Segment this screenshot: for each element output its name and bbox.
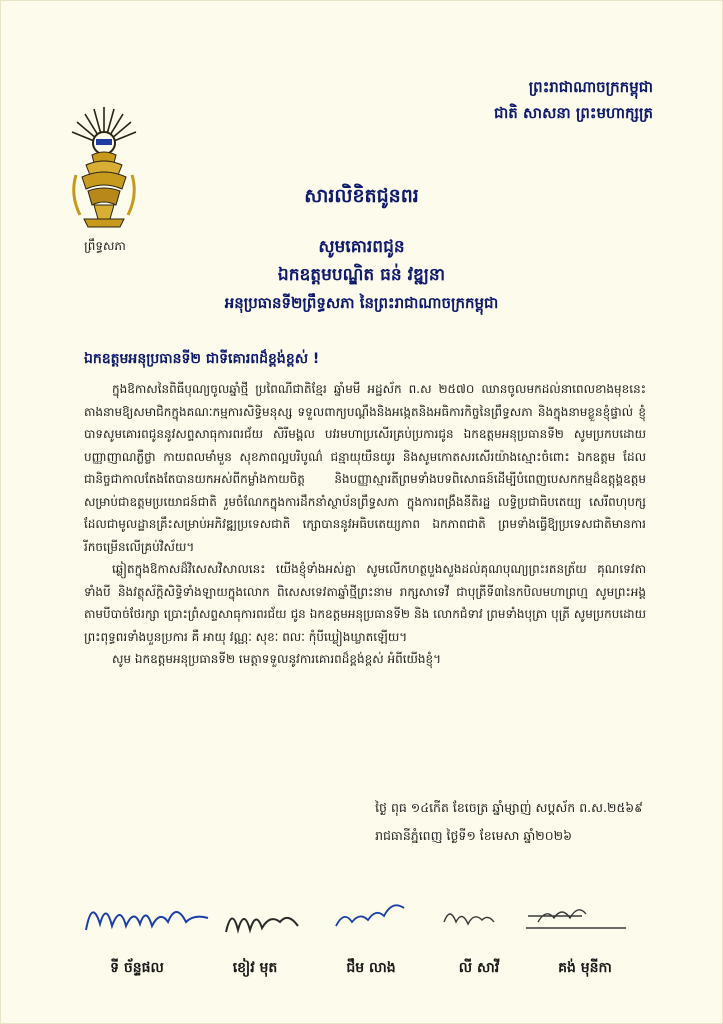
signature-3 — [330, 892, 410, 942]
signatory-name: លី សាវី — [458, 960, 500, 976]
addressee-position: អនុប្រធានទី២ព្រឹទ្ធសភា នៃព្រះរាជាណាចក្រកម្ពុជា — [224, 294, 499, 312]
addressee-name: ឯកឧត្តមបណ្ឌិត ធន់ វឌ្ឍនា — [277, 265, 446, 285]
letter-body — [84, 378, 646, 671]
signatory-name: គង់ មុនីកា — [558, 960, 612, 976]
kingdom-name: ព្រះរាជាណាចក្រកម្ពុជា — [528, 78, 653, 96]
lunar-date: ថ្ងៃ ពុធ ១៤កើត ខែចេត្រ ឆ្នាំម្សាញ់ សប្តស័ក ព.ស.២៥៦៩ — [375, 800, 643, 815]
signature-5 — [522, 892, 632, 942]
signatory-name: ទី ច័ន្ទផល — [110, 960, 164, 976]
body-paragraph: ឆ្លៀតក្នុងឱកាសដ៏វិសេសវិសាលនេះ យើងខ្ញុំទាំងអស់គ្នា សូមលើកហត្ថបួងសួងដល់គុណបុណ្យព្រះរតនត្រ័យ គុណទេវតាទាំងបី និងវត្ថុស័ក្តិសិទ្ធិទាំងឡាយក្នុងលោក ពិសេសទេវតាឆ្នាំថ្មីព្រះនាម រាក្សសាទេវី ជាបុត្រីទី៣នៃកបិលមហាព្រហ្ម សូមព្រះអង្គតាមបីបាច់ថែរក្សា ប្រោះព្រំសព្ទសាធុការពរជ័យ ជូន ឯកឧត្តមអនុប្រធានទី២ និង លោកជំទាវ ព្រមទាំងបុត្រា បុត្រី សូមប្រកបដោយព្រះពុទ្ធពរទាំងបួនប្រការ គឺ អាយុ វណ្ណៈ សុខៈ ពលៈ កុំបីឃ្លៀងឃ្លាតឡើយ។ — [84, 562, 646, 644]
date-block — [375, 794, 643, 850]
body-paragraph: ក្នុងឱកាសនៃពិធីបុណ្យចូលឆ្នាំថ្មី ប្រពៃណីជាតិខ្មែរ ឆ្នាំមមី អដ្ឋស័ក ព.ស ២៥៧០ ឈានចូលមកដល់នាពេលខាងមុខនេះ តាងនាមឱ្យសមាជិកក្នុងគណៈកម្មការសិទ្ធិមនុស្ស ទទួលពាក្យបណ្តឹងនិងអង្កេតនិងអធិការកិច្ចនៃព្រឹទ្ធសភា និងក្នុងនាមខ្លួនខ្ញុំផ្ទាល់ ខ្ញុំបាទសូមគោរពជូននូវសព្ទសាធុការពរជ័យ សិរីមង្គល បវរមហាប្រសើរគ្រប់ប្រការជូន ឯកឧត្តមអនុប្រធានទី២ សូមប្រកបដោយបញ្ញាញាណភ្លឺថ្លា កាយពលមាំមួន សុខភាពល្អបរិបូណ៌ ជន្មាយុយឺនយូរ និងសូមកោតសរសើរយ៉ាងស្មោះចំពោះ ឯកឧត្តម ដែលជានិច្ចជាកាលតែងតែបានយកអស់ពីកម្លាំងកាយចិត្ត និងបញ្ញាស្មារតីព្រមទាំងបទពិសោធន៍ដើម្បីបំពេញបេសកកម្មដ៏ឧត្តុង្គឧត្តមសម្រាប់ជាឧត្តមប្រយោជន៍ជាតិ រួមចំណែកក្នុងការដឹកនាំស្ថាប័នព្រឹទ្ធសភា ក្នុងការពង្រឹងនីតិរដ្ឋ លទ្ធិប្រជាធិបតេយ្យ សេរីពហុបក្ស ដែលជាមូលដ្ឋានគ្រឹះសម្រាប់អភិវឌ្ឍប្រទេសជាតិ ក្សោបាននូវអធិបតេយ្យភាព ឯកភាពជាតិ ព្រមទាំងធ្វើឱ្យប្រទេសជាតិមានការរីកចម្រើនលើគ្រប់វិស័យ។ — [84, 382, 646, 554]
emblem-caption: ព្រឹទ្ធសភា — [84, 239, 126, 253]
salutation: ឯកឧត្តមអនុប្រធានទី២ ជាទីគោរពដ៏ខ្ពង់ខ្ពស់ ! — [84, 351, 320, 367]
signatory-name: ខៀវ មុត — [232, 960, 278, 976]
signature-1 — [82, 892, 212, 942]
letter-title: សារលិខិតជូនពរ — [304, 185, 419, 207]
addressee-greeting: សូមគោរពជូន — [318, 237, 405, 257]
solar-date: រាជធានីភ្នំពេញ ថ្ងៃទី១ ខែមេសា ឆ្នាំ២០២៦ — [375, 828, 572, 843]
senate-emblem-icon — [68, 105, 140, 233]
signature-4 — [438, 892, 498, 942]
national-motto: ជាតិ សាសនា ព្រះមហាក្សត្រ — [494, 104, 653, 122]
signatory-name: ជឹម លាង — [346, 960, 396, 976]
kingdom-motto — [494, 74, 653, 126]
signature-2 — [222, 892, 302, 942]
body-paragraph: សូម ឯកឧត្តមអនុប្រធានទី២ មេត្តាទទួលនូវការគោរពដ៏ខ្ពង់ខ្ពស់ អំពីយើងខ្ញុំ។ — [112, 652, 442, 666]
